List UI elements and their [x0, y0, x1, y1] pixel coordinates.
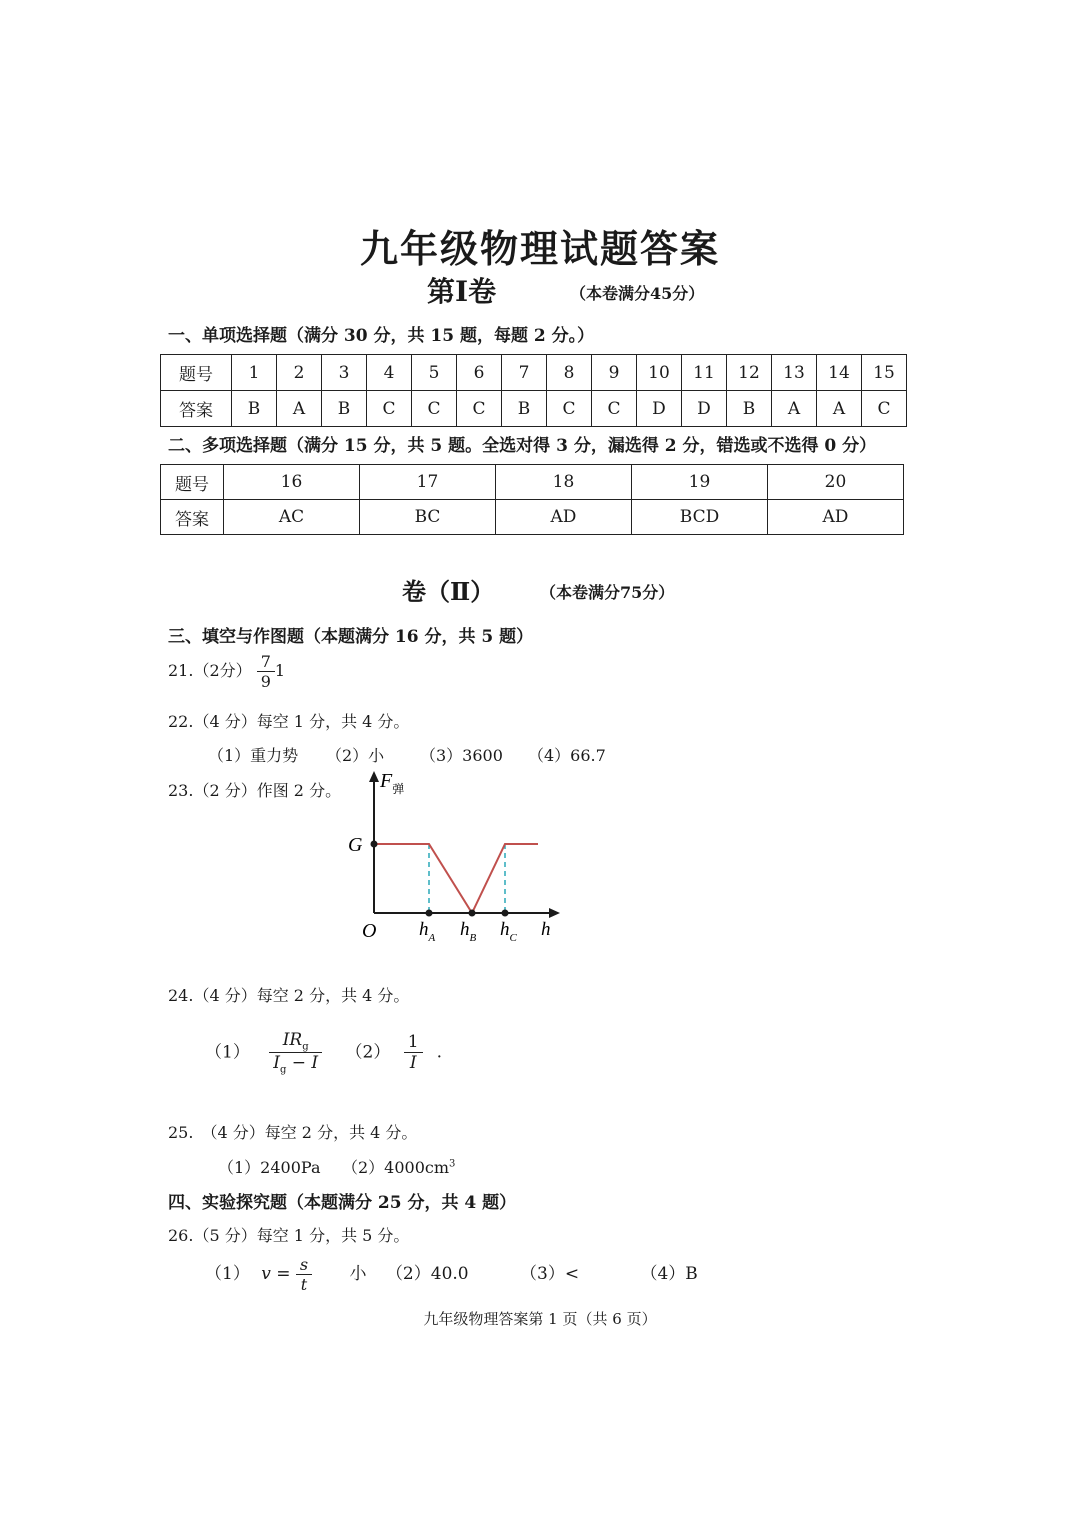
- q26-answer-1b: 小: [349, 1264, 367, 1284]
- cell: C: [862, 391, 907, 427]
- q21-numerator: 7: [257, 652, 275, 672]
- q26-answer-4: （4）B: [640, 1264, 698, 1284]
- section-3-heading: 三、填空与作图题（本题满分 16 分，共 5 题）: [168, 627, 534, 647]
- q24-prefix: 24.（4 分）每空 2 分，共 4 分。: [168, 986, 410, 1005]
- cell: B: [322, 391, 367, 427]
- point-hB: [469, 910, 476, 917]
- q24-f1-denominator: $I_g - I$: [273, 1053, 319, 1076]
- q24-part-2: （2）: [345, 1042, 391, 1063]
- cell: A: [277, 391, 322, 427]
- cell: 15: [862, 355, 907, 391]
- cell: 1: [232, 355, 277, 391]
- q26-formula-v: v =: [261, 1264, 291, 1284]
- cell: 16: [224, 465, 360, 500]
- cell: 10: [637, 355, 682, 391]
- volume-2-note: （本卷满分75分）: [540, 583, 675, 602]
- section-1-heading: 一、单项选择题（满分 30 分，共 15 题，每题 2 分。）: [168, 326, 595, 346]
- volume-1-note: （本卷满分45分）: [570, 284, 705, 303]
- cell: 7: [502, 355, 547, 391]
- section-2-heading: 二、多项选择题（满分 15 分，共 5 题。全选对得 3 分，漏选得 2 分，错选或不选得 0 分）: [168, 436, 877, 456]
- cell: 19: [632, 465, 768, 500]
- section-4-heading: 四、实验探究题（本题满分 25 分，共 4 题）: [168, 1193, 517, 1213]
- row-label: 答案: [161, 391, 232, 427]
- q22-prefix: 22.（4 分）每空 1 分，共 4 分。: [168, 712, 410, 731]
- question-21: [168, 652, 285, 691]
- q24-answers: [205, 1030, 442, 1076]
- cell: 11: [682, 355, 727, 391]
- cell: 3: [322, 355, 367, 391]
- q25-answer-2: $(2)4000cm^3$: [342, 1158, 456, 1177]
- cell: 14: [817, 355, 862, 391]
- answer-row: [161, 391, 907, 427]
- q24-f2-denominator: I: [409, 1053, 417, 1074]
- cell: 9: [592, 355, 637, 391]
- x-axis-label: h: [541, 919, 551, 940]
- number-row: [161, 355, 907, 391]
- q22-answer-1: （1）重力势: [208, 746, 299, 765]
- cell: AD: [496, 500, 632, 535]
- q23-prefix: 23.（2 分）作图 2 分。: [168, 781, 342, 800]
- q24-dot: .: [436, 1042, 443, 1063]
- origin-label: O: [362, 920, 377, 942]
- cell: AD: [768, 500, 904, 535]
- page-title: 九年级物理试题答案: [359, 226, 720, 271]
- x-axis-arrow: [549, 908, 560, 918]
- cell: 12: [727, 355, 772, 391]
- q26-answer-2: （2）40.0: [385, 1264, 469, 1284]
- cell: 5: [412, 355, 457, 391]
- q24-part-1: （1）: [205, 1042, 250, 1063]
- y-axis-arrow: [369, 771, 379, 782]
- q26-answer-3: （3）<: [520, 1264, 580, 1284]
- hA-label: $h_A$: [419, 919, 436, 944]
- cell: 20: [768, 465, 904, 500]
- q26-answers: [205, 1255, 698, 1294]
- single-choice-table: [160, 354, 907, 427]
- cell: 8: [547, 355, 592, 391]
- number-row: [161, 465, 904, 500]
- q22-answer-2: （2）小: [326, 746, 385, 765]
- q24-f1-numerator: $IR_g$: [269, 1030, 322, 1053]
- q26-fraction: [296, 1255, 312, 1294]
- q25-answer-1: （1）2400Pa: [218, 1158, 321, 1177]
- q24-f2-numerator: 1: [404, 1032, 423, 1053]
- cell: B: [232, 391, 277, 427]
- cell: D: [682, 391, 727, 427]
- g-label: G: [348, 834, 363, 856]
- cell: BCD: [632, 500, 768, 535]
- cell: 6: [457, 355, 502, 391]
- q21-prefix: 21.（2分）: [168, 661, 252, 680]
- cell: C: [412, 391, 457, 427]
- y-axis-label: $F_弹$: [380, 770, 405, 796]
- cell: C: [367, 391, 412, 427]
- answer-row: [161, 500, 904, 535]
- page-footer: 九年级物理答案第 1 页（共 6 页）: [423, 1310, 657, 1328]
- force-height-graph: [340, 765, 580, 955]
- volume-1-label: 第Ⅰ卷: [427, 275, 497, 308]
- cell: AC: [224, 500, 360, 535]
- cell: C: [592, 391, 637, 427]
- cell: B: [727, 391, 772, 427]
- q21-denominator: 9: [260, 672, 271, 691]
- q22-answer-4: （4）66.7: [528, 746, 606, 765]
- q26-part-1: （1）: [205, 1264, 250, 1284]
- point-hA: [426, 910, 433, 917]
- force-curve: [374, 844, 538, 913]
- q26-numerator: s: [296, 1255, 312, 1275]
- cell: 18: [496, 465, 632, 500]
- multi-choice-table: [160, 464, 904, 535]
- cell: A: [817, 391, 862, 427]
- row-label: 题号: [161, 465, 224, 500]
- point-hC: [502, 910, 509, 917]
- q26-denominator: t: [300, 1275, 308, 1294]
- q25-prefix: 25. （4 分）每空 2 分，共 4 分。: [168, 1123, 418, 1142]
- cell: 13: [772, 355, 817, 391]
- volume-2-label: 卷（Ⅱ）: [402, 577, 495, 606]
- q24-fraction-2: [404, 1032, 423, 1073]
- q24-fraction-1: [269, 1030, 322, 1076]
- hC-label: $h_C$: [500, 919, 517, 944]
- cell: A: [772, 391, 817, 427]
- q21-fraction: [257, 652, 275, 691]
- cell: C: [457, 391, 502, 427]
- hB-label: $h_B$: [460, 919, 477, 944]
- q26-prefix: 26.（5 分）每空 1 分，共 5 分。: [168, 1226, 410, 1245]
- cell: 4: [367, 355, 412, 391]
- point-G: [371, 841, 378, 848]
- row-label: 答案: [161, 500, 224, 535]
- cell: C: [547, 391, 592, 427]
- q22-answer-3: （3）3600: [420, 746, 503, 765]
- cell: BC: [360, 500, 496, 535]
- row-label: 题号: [161, 355, 232, 391]
- q21-tail: 1: [274, 661, 286, 680]
- cell: B: [502, 391, 547, 427]
- cell: 17: [360, 465, 496, 500]
- cell: D: [637, 391, 682, 427]
- cell: 2: [277, 355, 322, 391]
